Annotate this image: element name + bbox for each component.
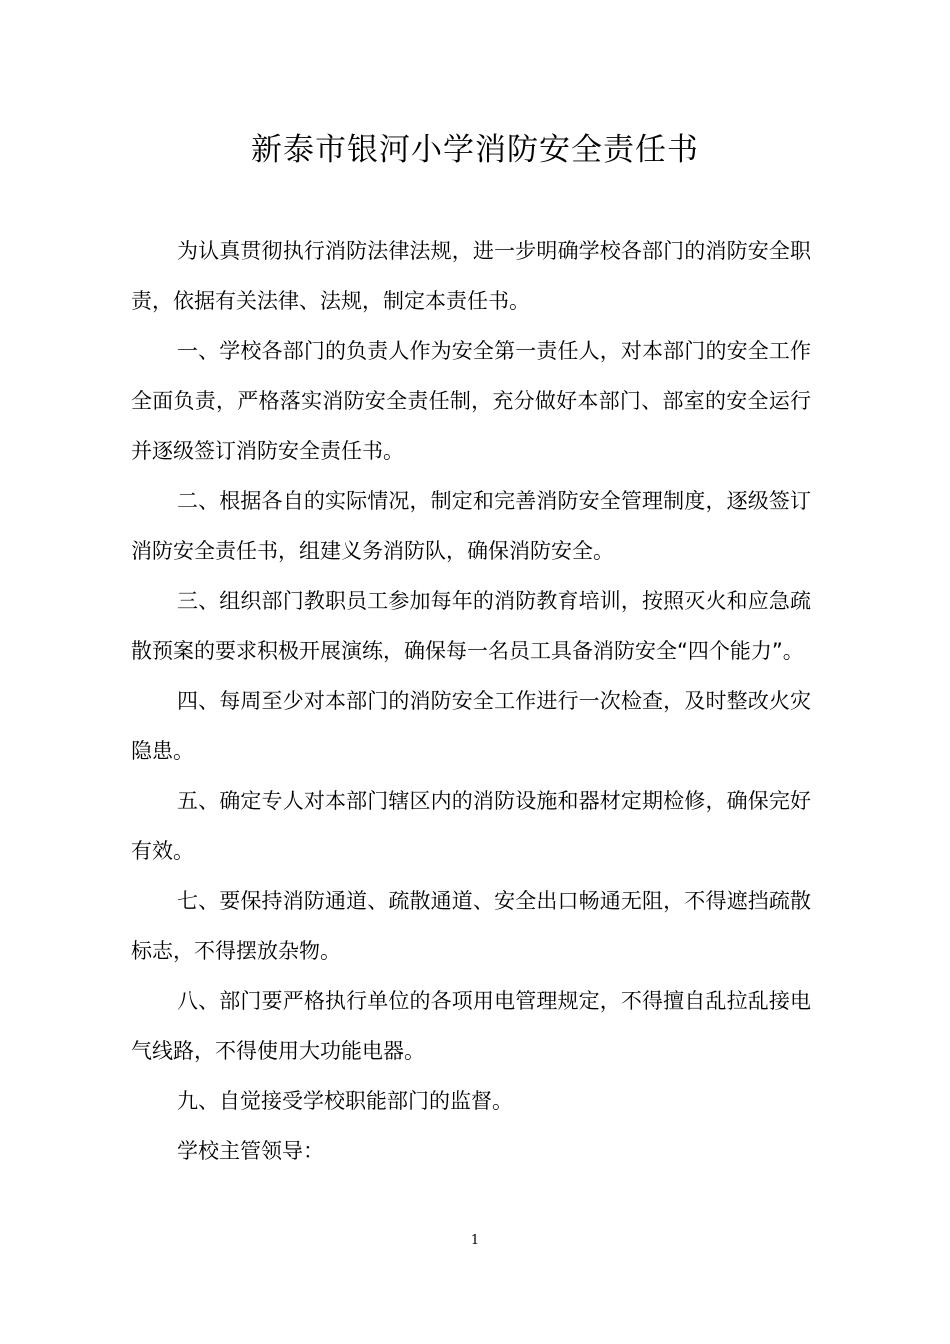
document-body: [131, 226, 811, 1176]
clause-3-paragraph: 三、组织部门教职员工参加每年的消防教育培训，按照灭火和应急疏散预案的要求积极开展演练，确保每一名员工具备消防安全“四个能力”。: [131, 589, 811, 663]
page-number: 1: [470, 1233, 480, 1248]
clause-7-paragraph: 七、要保持消防通道、疏散通道、安全出口畅通无阻，不得遮挡疏散标志，不得摆放杂物。: [131, 889, 811, 963]
clause-5-paragraph: 五、确定专人对本部门辖区内的消防设施和器材定期检修，确保完好有效。: [131, 789, 811, 863]
signature-line: 学校主管领导：: [177, 1139, 324, 1163]
clause-9-paragraph: 九、自觉接受学校职能部门的监督。: [177, 1089, 513, 1113]
intro-paragraph: 为认真贯彻执行消防法律法规，进一步明确学校各部门的消防安全职责，依据有关法律、法规，制定本责任书。: [131, 239, 811, 313]
document-title: 新泰市银河小学消防安全责任书: [251, 132, 699, 168]
clause-2-paragraph: 二、根据各自的实际情况，制定和完善消防安全管理制度，逐级签订消防安全责任书，组建义务消防队，确保消防安全。: [131, 489, 811, 563]
clause-1-paragraph: 一、学校各部门的负责人作为安全第一责任人，对本部门的安全工作全面负责，严格落实消防安全责任制，充分做好本部门、部室的安全运行并逐级签订消防安全责任书。: [131, 339, 811, 463]
clause-4-paragraph: 四、每周至少对本部门的消防安全工作进行一次检查，及时整改火灾隐患。: [131, 689, 811, 763]
clause-8-paragraph: 八、部门要严格执行单位的各项用电管理规定，不得擅自乱拉乱接电气线路，不得使用大功能电器。: [131, 989, 811, 1063]
